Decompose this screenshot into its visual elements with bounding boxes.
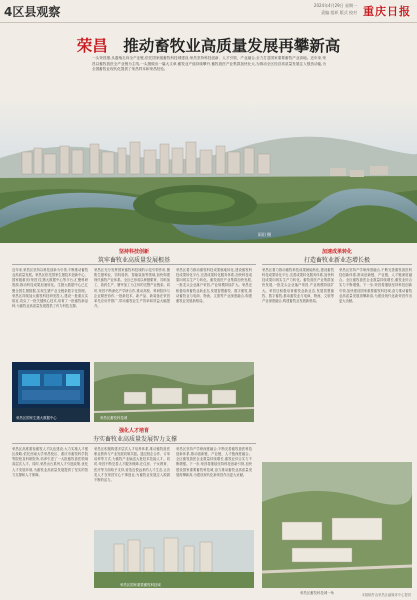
headline-place: 荣昌 <box>76 37 108 55</box>
section2-kicker: 加速成果转化 <box>321 249 352 255</box>
headline <box>0 34 417 56</box>
photo-greenhouse <box>262 462 412 588</box>
photo4-caption: 荣昌区畜牧科技城一角 <box>300 591 334 595</box>
section2-subhead: 打造畜牧业新业态增长极 <box>303 257 370 264</box>
section1-subhead: 筑牢畜牧业高质量发展根基 <box>97 257 170 264</box>
section3-subhead: 夯实畜牧业高质量发展智力支撑 <box>92 436 177 443</box>
body-col5: 荣昌区坚持产学研深度融合,不断完善畜牧兽医科技创新体系,推动创新链、产业链、人才链深度融合。全区畜牧兽医企业数量持续增长,畜牧业综合实力不断增强。下一步,荣昌将继续坚持科技创新引领,加快建设国家重要畜牧科技城,奋力推动畜牧业高质量发展再攀新高,为建设现代化新荣昌作出更大贡献。 <box>339 268 412 303</box>
photo1-caption: 荣昌区国家生猪大数据中心 <box>16 416 57 420</box>
photo2-caption: 荣昌区畜牧科技城 <box>100 416 128 420</box>
photo-science-city <box>94 362 254 422</box>
body-col3: 荣昌区着力推动畜牧科技成果就地转化,建设畜牧科技成果转化平台,完善成果转化服务体系,加快科技成果向现实生产力转化。畜牧兽医产业集群加快发展,一批龙头企业落户荣昌,产业规模持续扩大。荣昌还积极培育畜牧业新业态,发展智慧畜牧、数字畜牧,推动畜牧业与电商、物流、文旅等产业深度融合,构建畜牧业发展新格局。 <box>176 268 252 303</box>
editor-line: 责编 组织 版式 校对 <box>321 10 357 15</box>
body-col8: 荣昌区坚持产学研深度融合,不断完善畜牧兽医科技创新体系,推动创新链、产业链、人才链深度融合。全区畜牧兽医企业数量持续增长,畜牧业综合实力不断增强。下一步,荣昌将继续坚持科技创新引领,加快建设国家重要畜牧科技城,奋力推动畜牧业高质量发展再攀新高,为建设现代化新荣昌作出更大贡献。 <box>176 447 252 477</box>
page-header <box>0 0 417 23</box>
date-line: 2024年4月29日 星期一 <box>313 3 357 8</box>
section1-rule <box>12 264 256 265</box>
body-col1: 近年来,荣昌区坚持以科技创新为引领,不断推动畜牧业高质量发展。荣昌区依托国家生猪技术创新中心、国家级重庆(荣昌)生猪大数据中心等平台,汇聚科研资源,推动科技成果加速转化。生猪大数据中心已汇聚全国生猪数据,实现生猪产业全链条数字化管理。荣昌区持续加大畜牧科技研发投入,建设一批重点实验室,攻克了一批关键核心技术,培育了一批畜牧新品种,为畜牧业高质量发展提供了有力科技支撑。 <box>12 268 88 309</box>
body-col7: 荣昌区积极构建多层次人才培养体系,推动畜牧兽医职业教育与产业发展同频共振。通过校企合作、订单培养等方式,为畜牧产业输送大批技术技能人才。同时,荣昌不断完善人才服务保障,在住房、子女教育、医疗等方面给予支持,营造近悦远来的人才生态,让各类人才在荣昌安心干事创业,为畜牧业发展注入源源不断的活力。 <box>94 447 170 482</box>
section1-kicker: 坚持科技创新 <box>118 249 149 255</box>
newspaper-logo: 重庆日报 <box>363 5 411 18</box>
lead-paragraph: 一头荣昌猪,从養殖走向全产业链,依托国家级畜牧科技城建设,荣昌坚持科技创新、人才引领、产业融合,全力打造国家重要畜牧产业高地。近年来,荣昌以畜牧兽医全产业链为主线,一头猪做出一篇大文章,畜牧业产值持续攀升,畜牧兽医产业集群加快壮大,为推动全区经济高质量发展注入强劲动能,为全国畜牧业现代化提供了荣昌样本和荣昌经验。 <box>92 56 326 72</box>
section3-rule <box>12 443 256 444</box>
photo-city-view <box>94 530 254 588</box>
main-photo-credit: 雨田 摄 <box>257 232 271 237</box>
headline-text: 推动畜牧业高质量发展再攀新高 <box>123 37 341 55</box>
body-col2: 荣昌区充分发挥国家畜牧科技城的示范引领作用,聚焦生猪种业、饲料兽药、智能装备等领域,加快构建现代畜牧产业体系。全区已形成以种猪繁育、饲料加工、兽药生产、屠宰加工为主体的完整产业链条。同时,荣昌不断深化产学研合作,推动高校、科研院所与企业紧密协作,一批新技术、新产品、新装备在荣昌率先应用并推广,带动畜牧业生产效率和效益大幅提升。 <box>94 268 170 309</box>
section2-rule <box>262 264 412 265</box>
main-aerial-photo <box>0 98 417 243</box>
section3-kicker: 强化人才培育 <box>118 428 149 434</box>
body-col4: 荣昌区着力推动畜牧科技成果就地转化,建设畜牧科技成果转化平台,完善成果转化服务体系,加快科技成果向现实生产力转化。畜牧兽医产业集群加快发展,一批龙头企业落户荣昌,产业规模持续扩大。荣昌还积极培育畜牧业新业态,发展智慧畜牧、数字畜牧,推动畜牧业与电商、物流、文旅等产业深度融合,构建畜牧业发展新格局。 <box>262 268 334 303</box>
body-col6: 荣昌区高度重视畜牧人才队伍建设,大力实施人才强区战略,依托西南大学荣昌校区、重庆市畜牧科学院等院校及科研院所,培养引进了一大批畜牧兽医领域高层次人才。同时,荣昌出台系列人才引进政策,优化人才发展环境,为畜牧业高质量发展提供了坚实的智力支撑和人才保障。 <box>12 447 88 477</box>
section-title: 4区县观察 <box>4 5 61 19</box>
photo-data-center <box>12 362 90 422</box>
photo3-caption: 荣昌区国家重要畜牧科技城 <box>120 583 161 587</box>
footer-credit: 本版稿件由荣昌区融媒体中心提供 <box>361 593 411 597</box>
